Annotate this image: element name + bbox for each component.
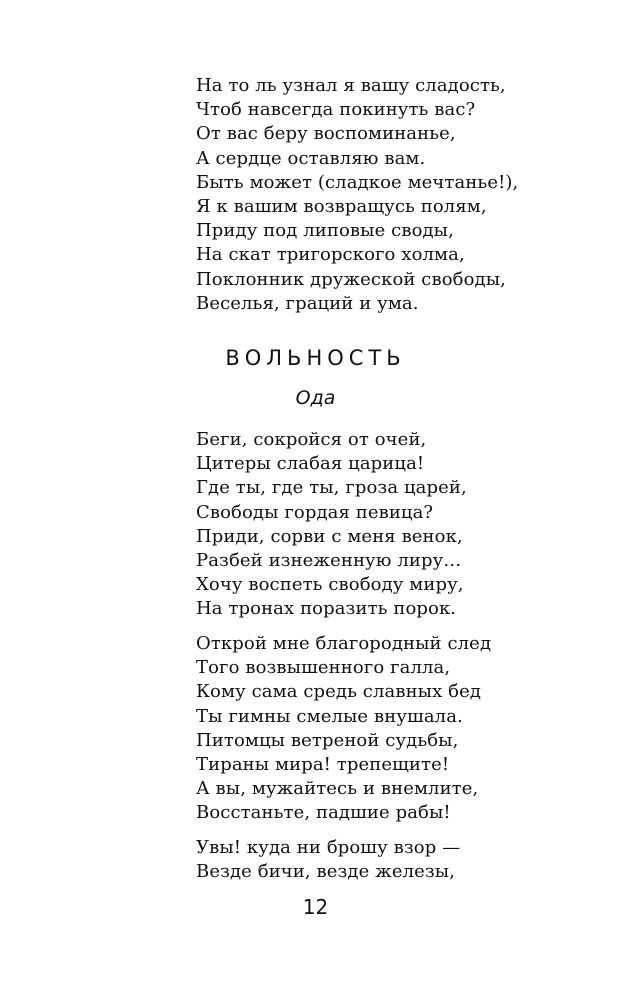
poem-line: От вас беру воспоминанье, <box>196 123 456 145</box>
poem-line: На то ль узнал я вашу сладость, <box>196 75 506 96</box>
poem-line: А сердце оставляю вам. <box>196 147 426 169</box>
poem-line: Увы! куда ни брошу взор — <box>196 837 461 858</box>
stanza-2 <box>196 632 491 826</box>
poem-line: Открой мне благородный след <box>196 633 492 654</box>
poem-line: Хочу воспеть свободу миру, <box>196 574 464 596</box>
poem-title: ВОЛЬНОСТЬ <box>225 346 406 370</box>
poem-line: Где ты, где ты, гроза царей, <box>196 477 467 499</box>
poem-line: Чтоб навсегда покинуть вас? <box>196 99 476 121</box>
poem-line: Питомцы ветреной судьбы, <box>196 729 459 751</box>
poem-line: Веселья, граций и ума. <box>196 292 419 314</box>
poem-subtitle: Ода <box>295 387 336 409</box>
poem-line: Того возвышенного галла, <box>196 657 451 679</box>
poem-line: Восстаньте, падшие рабы! <box>196 802 451 824</box>
poem-line: Тираны мира! трепещите! <box>196 754 450 776</box>
poem-line: На скат тригорского холма, <box>196 244 465 266</box>
poem-line: Цитеры слабая царица! <box>196 453 425 475</box>
poem-line: Свободы гордая певица? <box>196 501 434 523</box>
poem-line: Я к вашим возвращусь полям, <box>196 196 487 218</box>
previous-poem-ending <box>196 74 518 316</box>
stanza-3 <box>196 836 460 884</box>
page-number: 12 <box>302 895 329 919</box>
poem-line: Поклонник дружеской свободы, <box>196 268 506 290</box>
poem-line: Разбей изнеженную лиру… <box>196 550 462 572</box>
poem-line: Приду под липовые своды, <box>196 220 454 242</box>
poem-line: Быть может (сладкое мечтанье!), <box>196 171 519 193</box>
poem-line: Приди, сорви с меня венок, <box>196 525 463 547</box>
poem-line: Ты гимны смелые внушала. <box>196 705 463 727</box>
poem-line: Везде бичи, везде железы, <box>196 861 456 883</box>
poem-line: Беги, сокройся от очей, <box>196 429 427 450</box>
poem-line: А вы, мужайтесь и внемлите, <box>196 778 479 800</box>
poem-line: На тронах поразить порок. <box>196 598 457 620</box>
poem-line: Кому сама средь славных бед <box>196 681 482 703</box>
stanza-1 <box>196 428 467 622</box>
